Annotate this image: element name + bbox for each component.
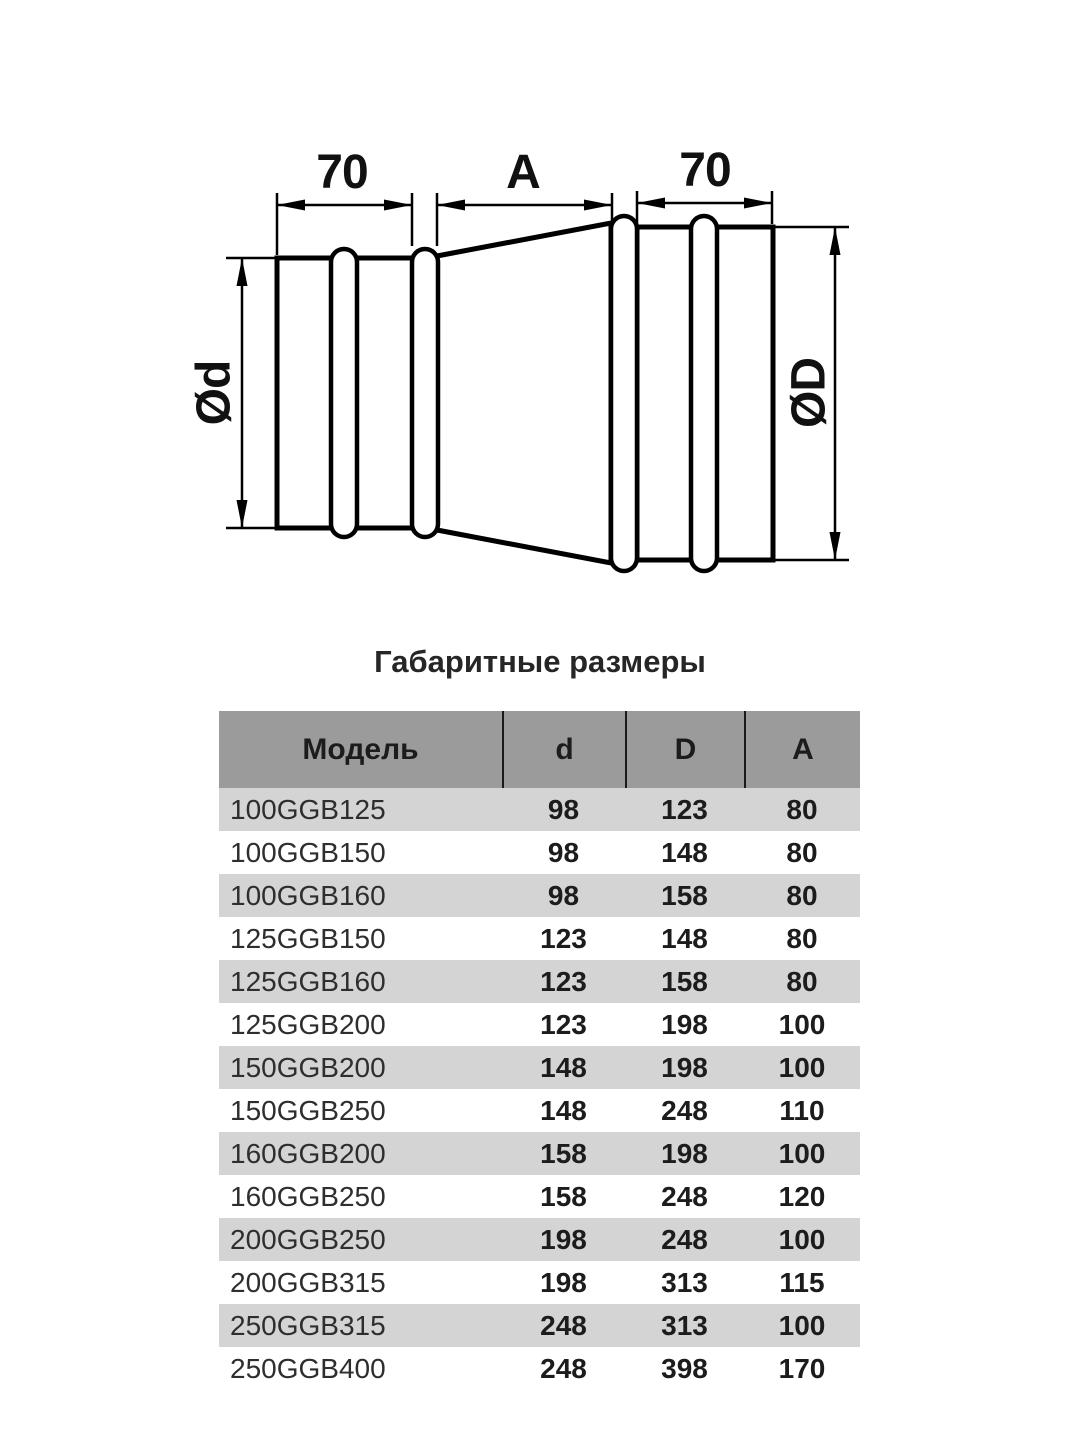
cell-D: 123 bbox=[661, 794, 708, 825]
table-row bbox=[219, 788, 860, 831]
table-row bbox=[219, 831, 860, 874]
cell-A: 170 bbox=[778, 1353, 826, 1384]
large-pipe-bead bbox=[691, 216, 717, 571]
dim-label-large-diameter: ØD bbox=[782, 358, 836, 428]
cell-D: 248 bbox=[661, 1095, 708, 1126]
small-junction-bead bbox=[412, 249, 438, 537]
large-junction-bead bbox=[611, 216, 637, 571]
table-header-model: Модель bbox=[302, 732, 419, 766]
cell-d: 98 bbox=[547, 794, 580, 825]
cell-A: 115 bbox=[779, 1267, 825, 1298]
cell-D: 198 bbox=[661, 1138, 708, 1169]
cell-model: 160GGB250 bbox=[230, 1181, 386, 1212]
small-pipe-bead bbox=[331, 249, 357, 537]
cell-A: 110 bbox=[779, 1095, 825, 1126]
dimensions-table bbox=[219, 711, 860, 1390]
cell-A: 80 bbox=[786, 837, 818, 868]
cell-d: 248 bbox=[540, 1353, 587, 1384]
cell-A: 100 bbox=[778, 1310, 826, 1341]
cell-D: 248 bbox=[661, 1224, 708, 1255]
cell-d: 123 bbox=[540, 923, 587, 954]
cell-model: 100GGB125 bbox=[230, 794, 386, 825]
cell-d: 158 bbox=[540, 1181, 587, 1212]
cell-d: 123 bbox=[540, 1009, 587, 1040]
cell-D: 158 bbox=[661, 880, 708, 911]
table-row bbox=[219, 1175, 860, 1218]
cell-model: 160GGB200 bbox=[230, 1138, 386, 1169]
cell-A: 100 bbox=[778, 1224, 826, 1255]
dim-label-left-70: 70 bbox=[316, 146, 368, 199]
cell-A: 80 bbox=[786, 966, 818, 997]
dim-label-small-diameter: Ød bbox=[187, 360, 241, 426]
cell-D: 398 bbox=[661, 1353, 708, 1384]
cell-D: 313 bbox=[661, 1267, 708, 1298]
dim-label-A: A bbox=[506, 146, 540, 199]
cell-model: 125GGB200 bbox=[230, 1009, 386, 1040]
cone-body bbox=[437, 223, 611, 563]
cell-d: 198 bbox=[540, 1267, 587, 1298]
cell-D: 158 bbox=[661, 966, 708, 997]
cell-model: 200GGB315 bbox=[230, 1267, 386, 1298]
table-row bbox=[219, 874, 860, 917]
cell-model: 250GGB315 bbox=[230, 1310, 386, 1341]
table-title: Габаритные размеры bbox=[374, 644, 706, 679]
reducer-dimension-drawing bbox=[0, 0, 1080, 645]
table-row bbox=[219, 917, 860, 960]
cell-d: 148 bbox=[540, 1095, 587, 1126]
cell-d: 98 bbox=[547, 837, 580, 868]
table-row bbox=[219, 1218, 860, 1261]
cell-A: 80 bbox=[786, 794, 818, 825]
cell-D: 198 bbox=[661, 1009, 708, 1040]
table-row bbox=[219, 1304, 860, 1347]
table-row bbox=[219, 1261, 860, 1304]
table-row bbox=[219, 1003, 860, 1046]
dim-label-right-70: 70 bbox=[679, 144, 731, 197]
cell-model: 250GGB400 bbox=[230, 1353, 386, 1384]
table-row bbox=[219, 1089, 860, 1132]
cell-model: 100GGB150 bbox=[230, 837, 386, 868]
table-row bbox=[219, 1347, 860, 1390]
cell-d: 148 bbox=[540, 1052, 587, 1083]
cell-model: 150GGB250 bbox=[230, 1095, 386, 1126]
cell-d: 158 bbox=[540, 1138, 587, 1169]
reducer-body-shapes bbox=[277, 216, 773, 571]
table-body bbox=[219, 788, 860, 1390]
cell-model: 100GGB160 bbox=[230, 880, 386, 911]
table-row bbox=[219, 960, 860, 1003]
cell-A: 100 bbox=[778, 1009, 826, 1040]
table-header-A: A bbox=[744, 711, 860, 788]
cell-A: 100 bbox=[778, 1138, 826, 1169]
cell-A: 100 bbox=[778, 1052, 826, 1083]
cell-A: 120 bbox=[778, 1181, 826, 1212]
cell-D: 148 bbox=[661, 837, 708, 868]
table-row bbox=[219, 1046, 860, 1089]
cell-D: 248 bbox=[661, 1181, 708, 1212]
cell-D: 148 bbox=[661, 923, 708, 954]
cell-model: 150GGB200 bbox=[230, 1052, 386, 1083]
table-header-d: d bbox=[502, 711, 625, 788]
cell-model: 125GGB150 bbox=[230, 923, 386, 954]
table-row bbox=[219, 1132, 860, 1175]
cell-D: 313 bbox=[661, 1310, 708, 1341]
cell-d: 123 bbox=[540, 966, 587, 997]
cell-D: 198 bbox=[661, 1052, 708, 1083]
table-header-D: D bbox=[625, 711, 744, 788]
cell-d: 198 bbox=[540, 1224, 587, 1255]
cell-A: 80 bbox=[786, 880, 818, 911]
cell-d: 248 bbox=[540, 1310, 587, 1341]
cell-model: 125GGB160 bbox=[230, 966, 386, 997]
cell-model: 200GGB250 bbox=[230, 1224, 386, 1255]
cell-A: 80 bbox=[786, 923, 818, 954]
table-header-row bbox=[219, 711, 860, 788]
cell-d: 98 bbox=[547, 880, 580, 911]
